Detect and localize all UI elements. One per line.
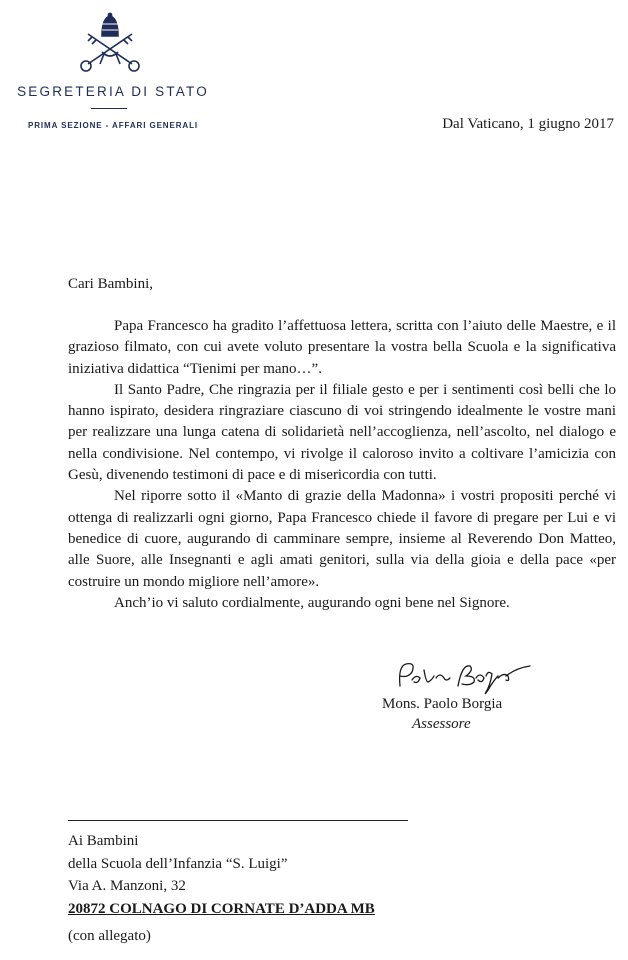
paragraph: Papa Francesco ha gradito l’affettuosa lettera, scritta con l’aiuto delle Maestre, e il grazioso filmato, con cui avete voluto presentare la vostra bella Scuola e la significativa iniziativa didattica “Tienimi per mano…”. xyxy=(68,318,616,377)
office-name: SEGRETERIA DI STATO xyxy=(17,84,209,99)
handwritten-signature xyxy=(392,656,532,698)
letterhead-divider xyxy=(91,108,127,109)
signer-role: Assessore xyxy=(412,716,471,732)
enclosure-note: (con allegato) xyxy=(68,928,151,944)
paragraph: Anch’io vi saluto cordialmente, augurando ogni bene nel Signore. xyxy=(114,594,510,611)
recipient-address xyxy=(68,830,375,920)
salutation: Cari Bambini, xyxy=(68,276,153,292)
office-section: PRIMA SEZIONE - AFFARI GENERALI xyxy=(28,121,198,130)
address-line: Ai Bambini xyxy=(68,833,139,849)
paragraph: Il Santo Padre, Che ringrazia per il filiale gesto e per i sentimenti così belli che lo hanno ispirato, desidera ringraziare ciascuno di voi stringendo idealmente le vostre mani per realizzare una lunga catena di solidarietà nell’accoglienza, nell’ascolto, nel dialogo e nella condivisione. Nel contempo, vi rivolge il caloroso invito a coltivare l’amicizia con Gesù, divenendo testimoni di pace e di misericordia con tutti. xyxy=(68,381,616,484)
address-city-line: 20872 COLNAGO DI CORNATE D’ADDA MB xyxy=(68,900,375,917)
papal-coat-of-arms-icon xyxy=(78,12,142,74)
letter-body xyxy=(68,316,616,614)
date-line: Dal Vaticano, 1 giugno 2017 xyxy=(442,116,614,132)
paragraph: Nel riporre sotto il «Manto di grazie della Madonna» i vostri propositi perché vi ottenga di realizzarli ogni giorno, Papa Francesco chiede il favore di pregare per Lui e vi benedice di cuore, augurando di camminare sempre, insieme al Reverendo Don Matteo, alle Suore, alle Insegnanti e agli amati genitori, sulla via della gioia e della pace «per costruire un mondo migliore nell’amore». xyxy=(68,488,616,590)
address-divider xyxy=(68,820,408,821)
address-line: della Scuola dell’Infanzia “S. Luigi” xyxy=(68,855,288,872)
signer-name: Mons. Paolo Borgia xyxy=(382,696,503,712)
address-line: Via A. Manzoni, 32 xyxy=(68,878,186,894)
